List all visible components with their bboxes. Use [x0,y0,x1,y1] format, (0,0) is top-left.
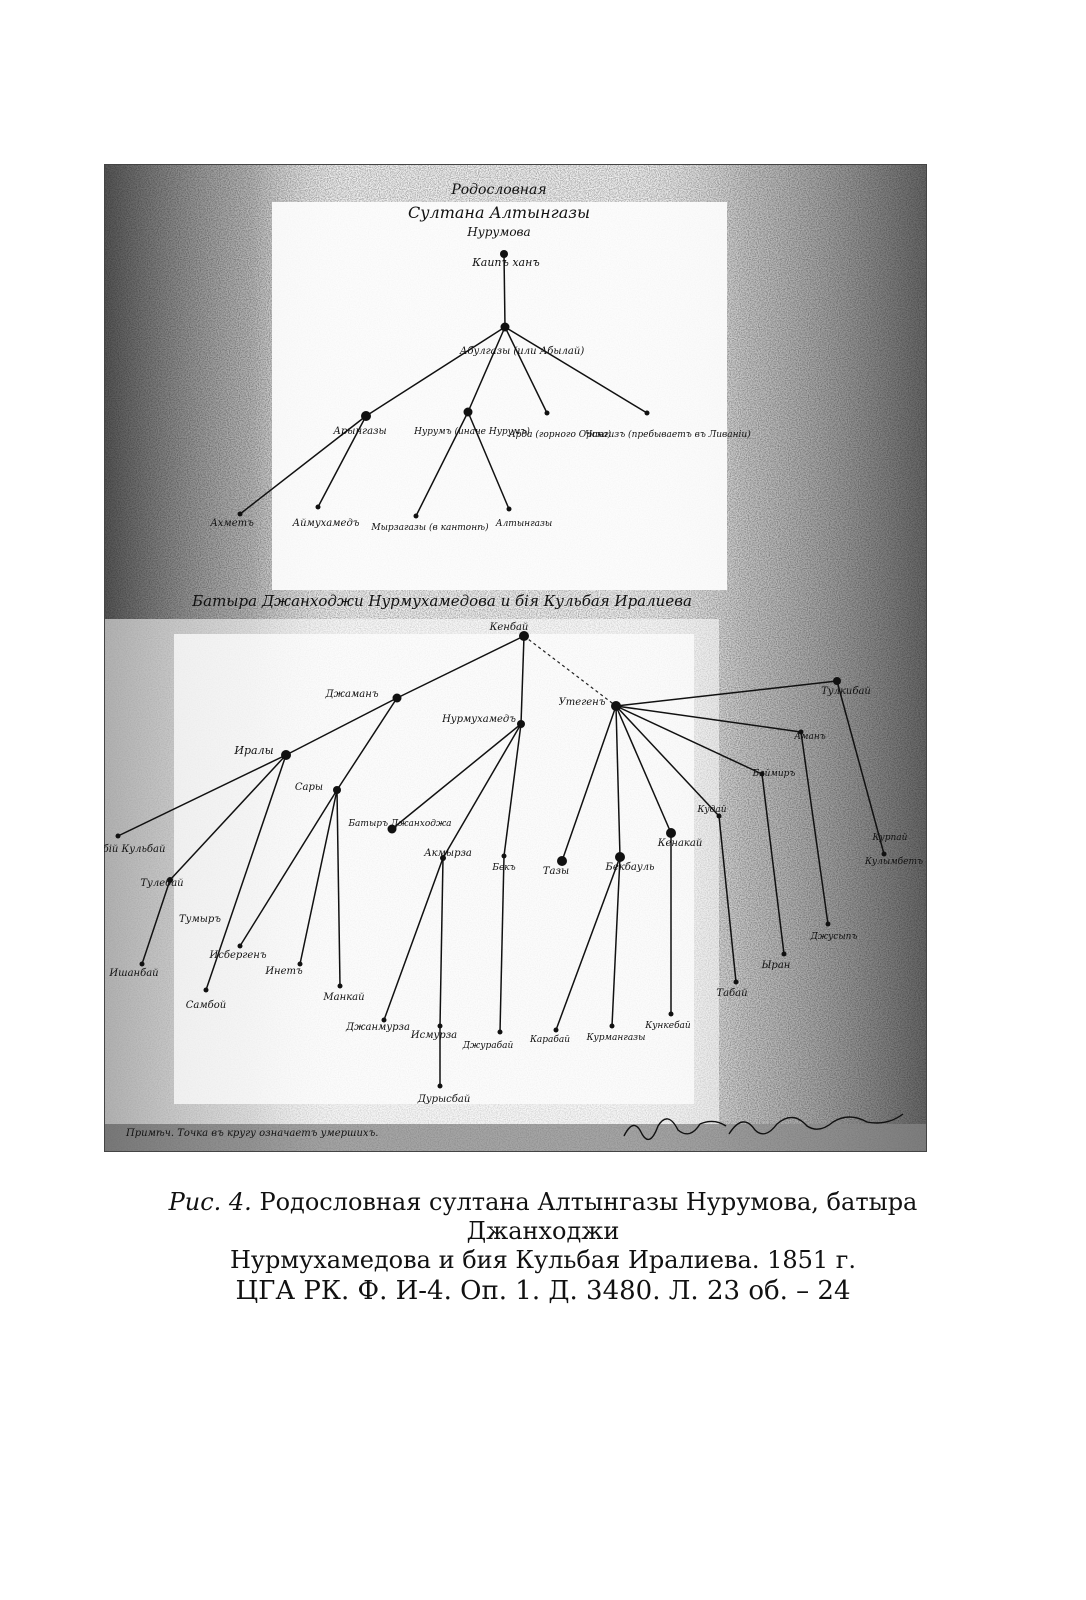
genealogy-photo [104,164,927,1152]
node-tulkibai [833,677,841,685]
label-shigai: Чингизъ (пребываетъ въ Ливаніи) [585,430,751,440]
node-mankai [338,984,343,989]
tree1-title-line1: Родословная [451,182,547,198]
node-tazy [557,856,567,866]
node-kurmangazy [610,1024,615,1029]
label-altyngazy: Алтынгазы [495,519,553,529]
node-arda [545,411,550,416]
label-isbergen: Исбергенъ [209,950,267,961]
label-aimukhammed: Аймухамедъ [292,518,360,529]
label-aryngazy: Арынгазы [333,426,387,437]
node-iraly [281,750,291,760]
node-sary [333,786,341,794]
label-karabai: Карабай [529,1035,571,1045]
label-tulebai: Тулебай [140,878,184,889]
label-utegen: Утегенъ [558,697,606,708]
label-kurpai: Курпай [872,833,908,843]
caption-text-1: Родословная султана Алтынгазы Нурумова, батыра Джанходжи [259,1188,918,1245]
node-abulgazy [501,323,510,332]
label-kenbai: Кенбай [489,622,529,633]
label-nurmukhamed: Нурмухамедъ [442,714,516,725]
label-yran: Ыран [761,960,791,971]
footer-note: Примѣч. Точка въ кругу означаетъ умершихъ. [126,1128,379,1139]
label-dzhurabai: Джурабай [462,1041,514,1051]
label-dzhanmurza: Джанмурза [346,1022,410,1033]
node-aimukhammed [316,505,321,510]
label-bek: Бекъ [492,863,516,873]
label-nurumbai: Нурумъ (иначе Нурумъ) [414,427,530,437]
node-altyngazy [507,507,512,512]
node-samboi [204,988,209,993]
node-ishanbai [140,962,145,967]
label-sary: Сары [294,782,324,793]
figure-label: Рис. 4. [168,1188,252,1216]
node-tabai [734,980,739,985]
node-yran [782,952,787,957]
label-kudai: Кудай [697,805,727,815]
node-nurmukhamed [517,720,525,728]
node-isbergen [238,944,243,949]
label-kulymbet: Кулымбетъ [864,857,924,867]
label-inet: Инетъ [265,966,303,977]
node-dzhurabai [498,1030,503,1035]
tree1-title-line3: Нурумова [467,225,531,239]
node-akhmet [238,512,243,517]
caption-line-2: Нурмухамедова и бия Кульбая Иралиева. 1851 г. [229,1246,856,1274]
label-ishanbai: Ишанбай [109,968,159,979]
node-myrzagazy [414,514,419,519]
node-shigai [645,411,650,416]
label-akmyrza: Акмырза [424,848,472,859]
label-dzhankhodzha: Батыръ Джанходжа [348,819,452,829]
label-tumyr: Тумыръ [179,914,221,925]
label-kulbai: бій Кульбай [104,844,166,855]
label-arda: Арда (горного Орска) [508,430,612,440]
label-akhmet: Ахметъ [210,518,254,529]
tree1-title-line2: Султана Алтынгазы [407,203,591,222]
node-nurumbai [464,408,473,417]
node-kulbai [116,834,121,839]
label-tulkibai: Тулкибай [821,686,871,697]
label-samboi: Самбой [185,1000,227,1011]
node-dzhaman [393,694,402,703]
node-aryngazy [361,411,371,421]
node-kurpai [882,852,887,857]
label-abulgazy: Абулгазы (или Абылай) [459,346,585,357]
label-bekbaul: Бекбауль [605,862,655,873]
label-dzhusyp: Джусыпъ [810,932,858,942]
label-kaip: Каипъ ханъ [472,256,540,269]
label-kunkebai: Кункебай [645,1021,691,1031]
label-iraly: Иралы [234,744,274,757]
tree2-title: Батыра Джанходжи Нурмухамедова и бія Кульбая Иралиева [192,592,692,610]
label-durysbai: Дурысбай [417,1094,471,1105]
label-kurmangazy: Курмангазы [586,1033,646,1043]
node-kenakai [666,828,676,838]
node-utegen [611,701,621,711]
node-karabai [554,1028,559,1033]
node-kunkebai [669,1012,674,1017]
node-ismurza [438,1024,443,1029]
caption-line-3: ЦГА РК. Ф. И-4. Оп. 1. Д. 3480. Л. 23 об. – 24 [235,1276,851,1306]
label-aman: Аманъ [794,732,826,742]
label-dzhaman: Джаманъ [325,689,379,700]
figure-caption [100,1188,986,1307]
label-ismurza: Исмурза [410,1030,458,1041]
label-mankai: Манкай [323,992,365,1003]
node-dzhusyp [826,922,831,927]
genealogy-plate [104,164,927,1152]
label-tazy: Тазы [542,866,570,877]
label-myrzagazy: Мырзагазы (в кантонѣ) [371,523,489,533]
node-bekbaul [615,852,625,862]
label-kenakai: Кенакай [657,838,703,849]
node-durysbai [438,1084,443,1089]
label-tabai: Табай [716,988,748,999]
label-baimir: Баймиръ [752,769,796,779]
caption-line-1 [100,1188,986,1246]
node-bek [502,854,507,859]
